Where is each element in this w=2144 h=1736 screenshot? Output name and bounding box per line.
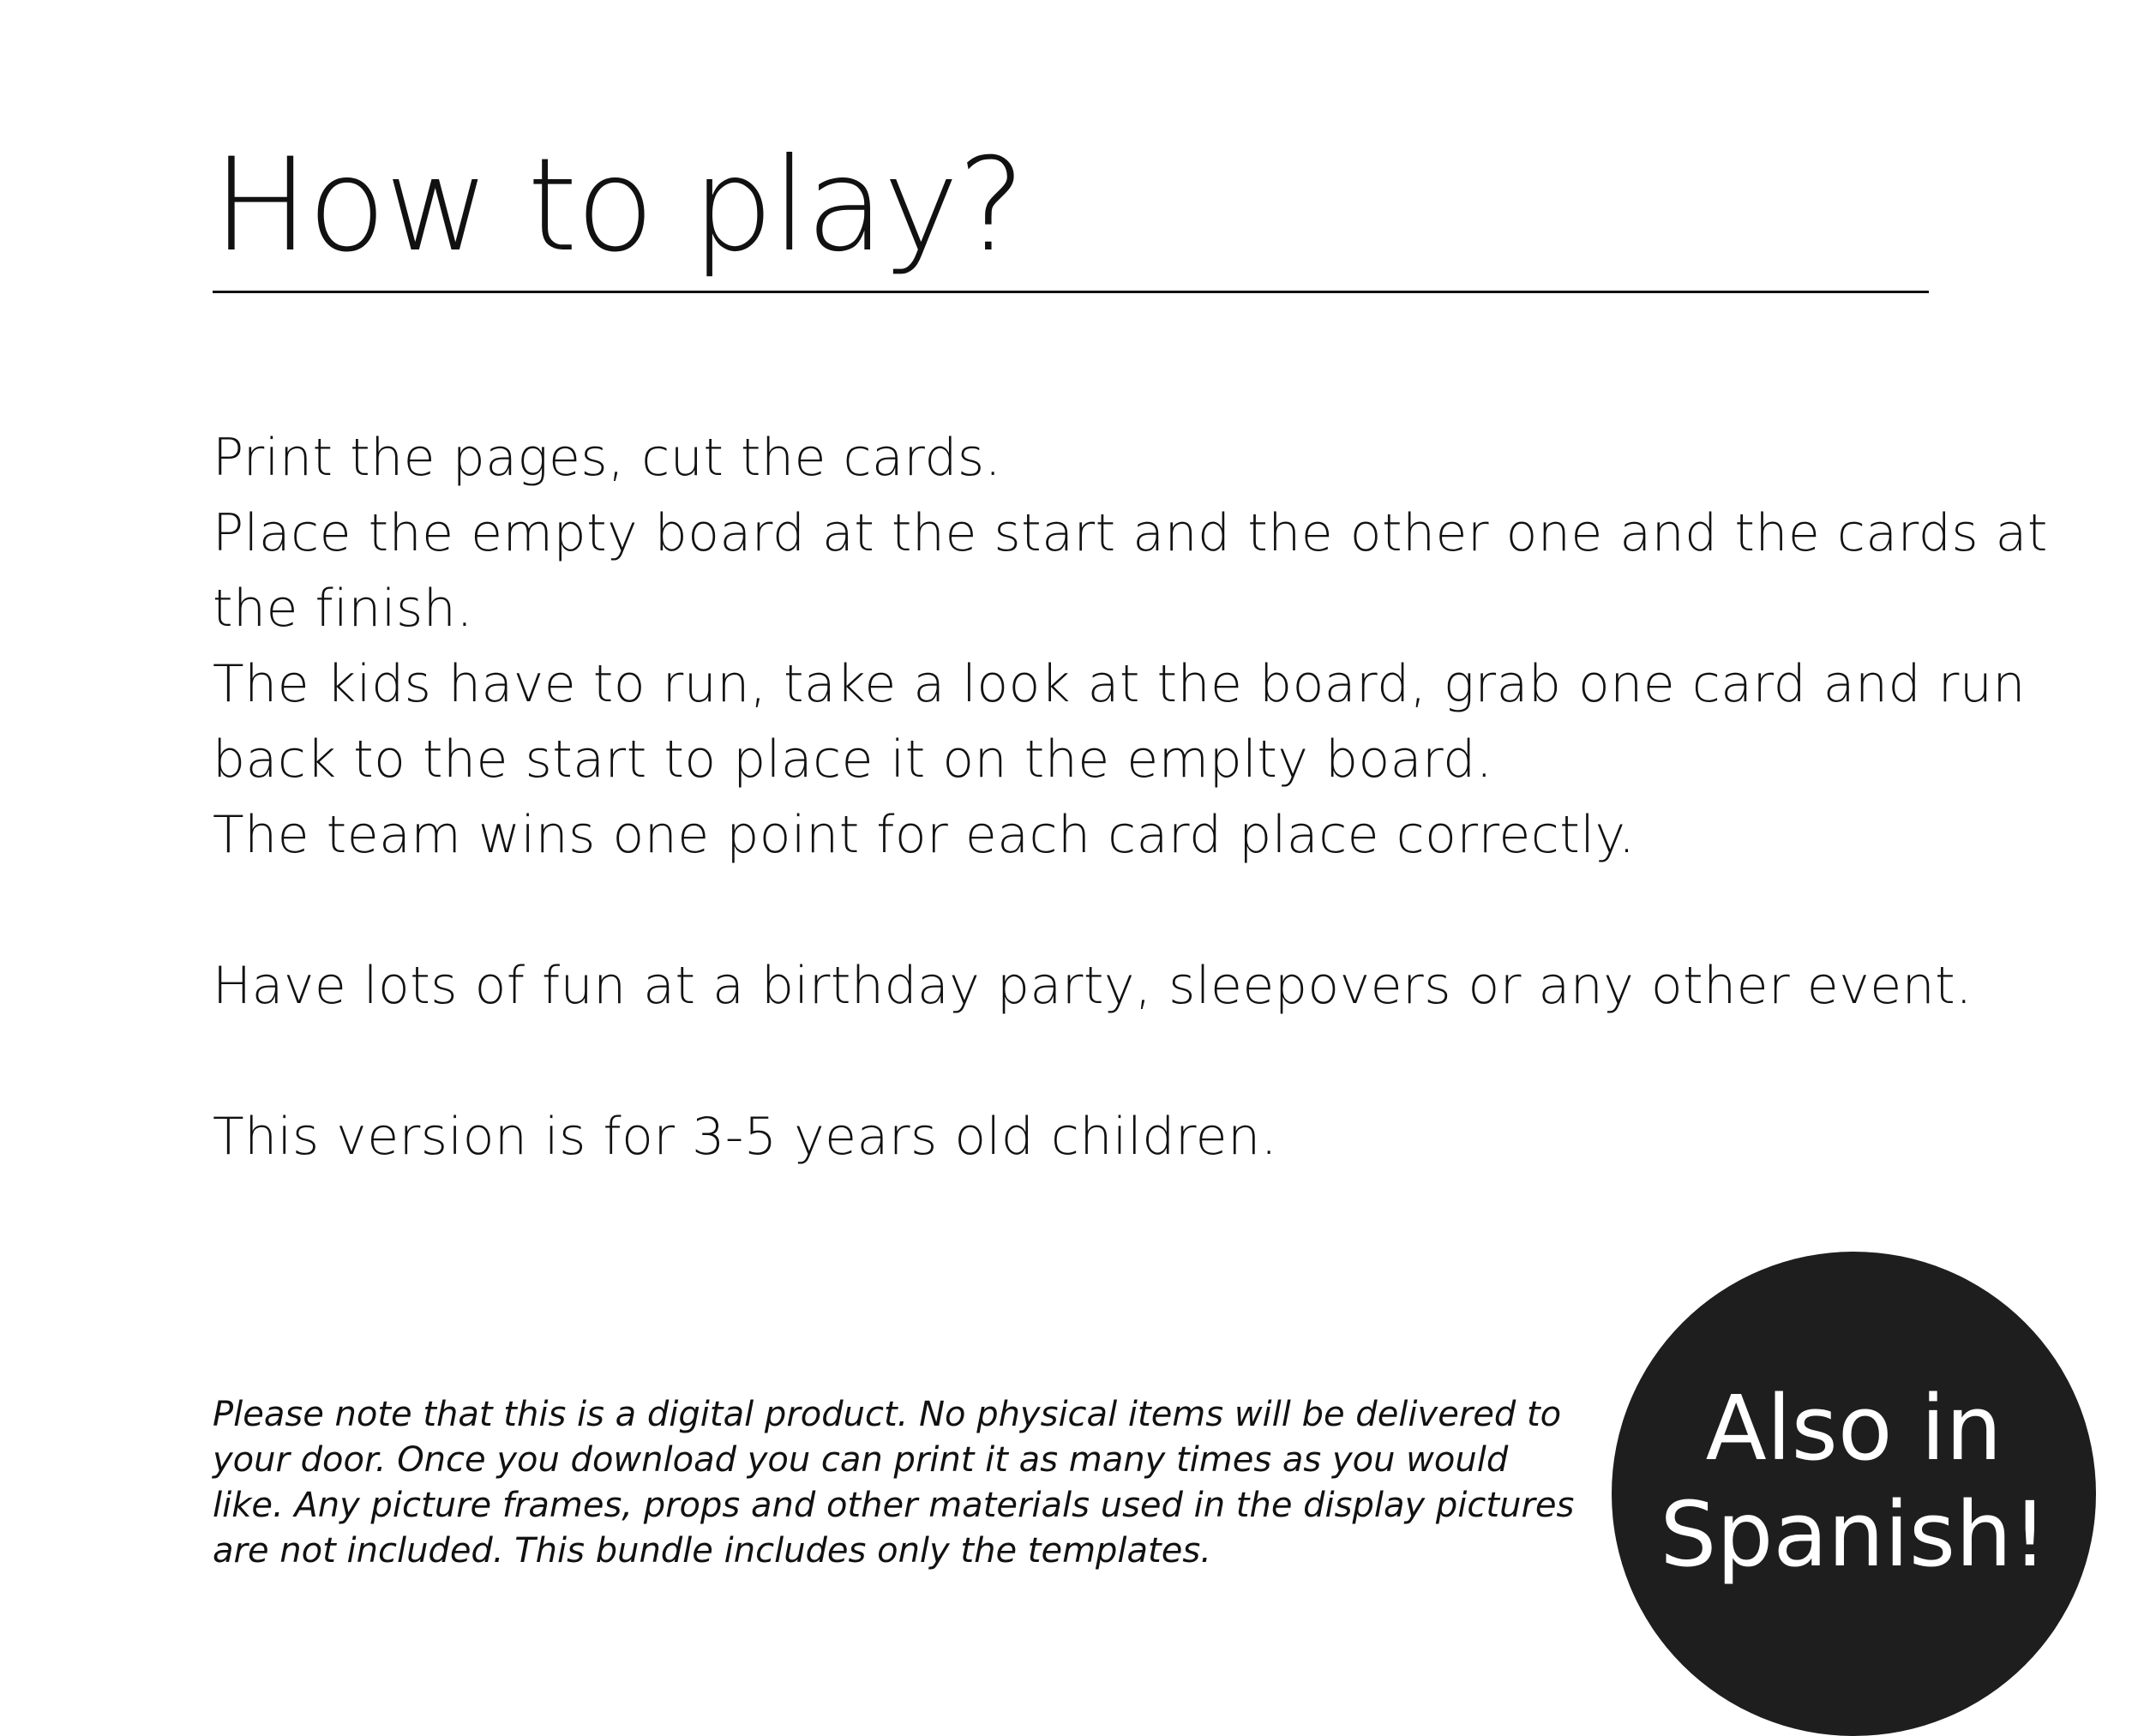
disclaimer-line: are not included. This bundle includes only the templates.: [213, 1531, 1211, 1571]
badge-line: Spanish!: [1660, 1481, 2048, 1587]
age-note: This version is for 3-5 years old children.: [213, 1107, 1278, 1167]
fun-note: Have lots of fun at a birthday party, sleepovers or any other event.: [213, 956, 1973, 1016]
instruction-line: Print the pages, cut the cards.: [213, 428, 1002, 488]
instruction-line: back to the start to place it on the emplty board.: [213, 730, 1493, 790]
spanish-version-badge: [1612, 1252, 2096, 1736]
instruction-line: Place the empty board at the start and the other one and the cards at: [213, 503, 2048, 563]
title-divider: [213, 291, 1929, 293]
disclaimer-line: your door. Once you download you can print it as many times as you would: [213, 1440, 1509, 1480]
instructions-block: [213, 420, 2048, 1174]
instruction-line: the finish.: [213, 579, 473, 639]
badge-line: Also in: [1705, 1375, 2003, 1481]
instruction-line: The team wins one point for each card place correctly.: [213, 805, 1636, 865]
disclaimer-line: Please note that this is a digital product. No physical items will be delivered to: [213, 1395, 1562, 1434]
digital-product-disclaimer: [213, 1392, 1575, 1574]
disclaimer-line: like. Any picture frames, props and other materials used in the display pictures: [213, 1486, 1575, 1525]
page-title: How to play?: [213, 131, 1024, 280]
instruction-line: The kids have to run, take a look at the board, grab one card and run: [213, 654, 2026, 714]
